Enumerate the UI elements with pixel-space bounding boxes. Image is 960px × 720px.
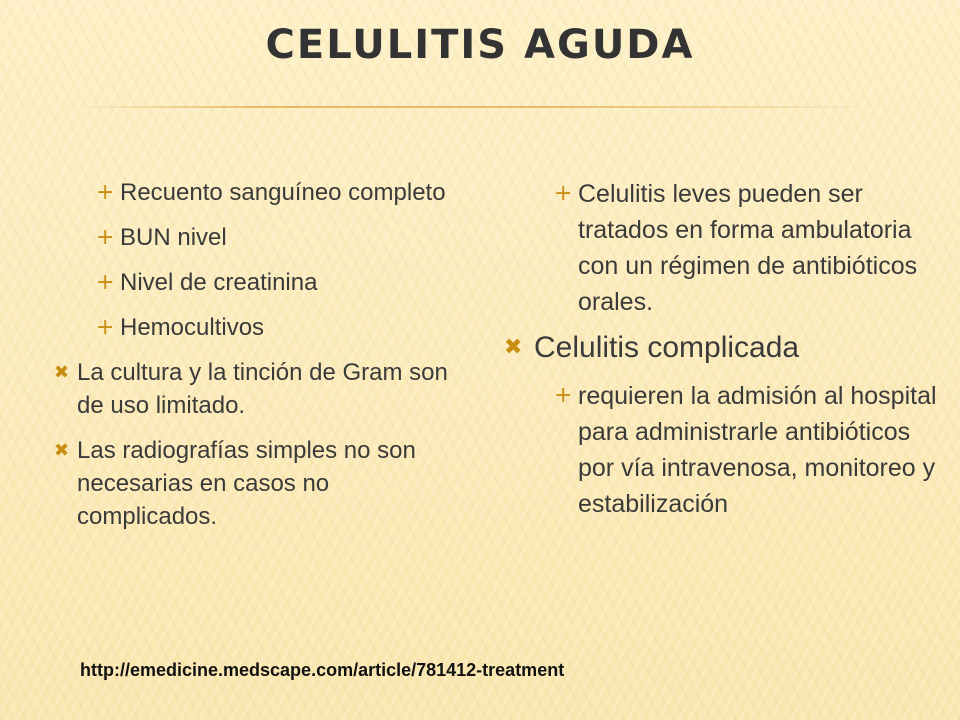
list-item — [48, 266, 458, 299]
title-divider — [70, 106, 890, 108]
list-item — [48, 221, 458, 254]
plus-bullet-icon: + — [96, 180, 115, 205]
list-item-text: BUN nivel — [120, 224, 227, 251]
list-item-text: Celulitis complicada — [534, 331, 800, 364]
list-item — [48, 434, 458, 533]
list-item — [48, 311, 458, 344]
list-item — [498, 328, 938, 368]
list-item — [48, 176, 458, 209]
slide-title: CELULITIS AGUDA — [265, 22, 695, 68]
list-item — [498, 176, 938, 320]
plus-bullet-icon: + — [554, 383, 573, 408]
list-item-text: Recuento sanguíneo completo — [120, 179, 446, 206]
plus-bullet-icon: + — [554, 181, 573, 206]
x-bullet-icon: ✖ — [54, 440, 70, 461]
list-item-text: Las radiografías simples no son necesarias en casos no complicados. — [77, 437, 416, 530]
x-bullet-icon: ✖ — [504, 335, 523, 360]
right-column — [498, 176, 938, 530]
list-item-text: requieren la admisión al hospital para administrarle antibióticos por vía intravenosa, monitoreo y estabilización — [578, 382, 937, 518]
plus-bullet-icon: + — [96, 315, 115, 340]
source-link[interactable]: http://emedicine.medscape.com/article/781412-treatment — [80, 660, 565, 680]
list-item-text: Celulitis leves pueden ser tratados en forma ambulatoria con un régimen de antibióticos orales. — [578, 180, 918, 316]
left-column — [48, 176, 458, 545]
x-bullet-icon: ✖ — [54, 362, 70, 383]
plus-bullet-icon: + — [96, 225, 115, 250]
list-item-text: Hemocultivos — [120, 314, 265, 341]
list-item — [48, 356, 458, 422]
plus-bullet-icon: + — [96, 270, 115, 295]
list-item-text: Nivel de creatinina — [120, 269, 318, 296]
list-item — [498, 378, 938, 522]
list-item-text: La cultura y la tinción de Gram son de uso limitado. — [77, 359, 448, 419]
